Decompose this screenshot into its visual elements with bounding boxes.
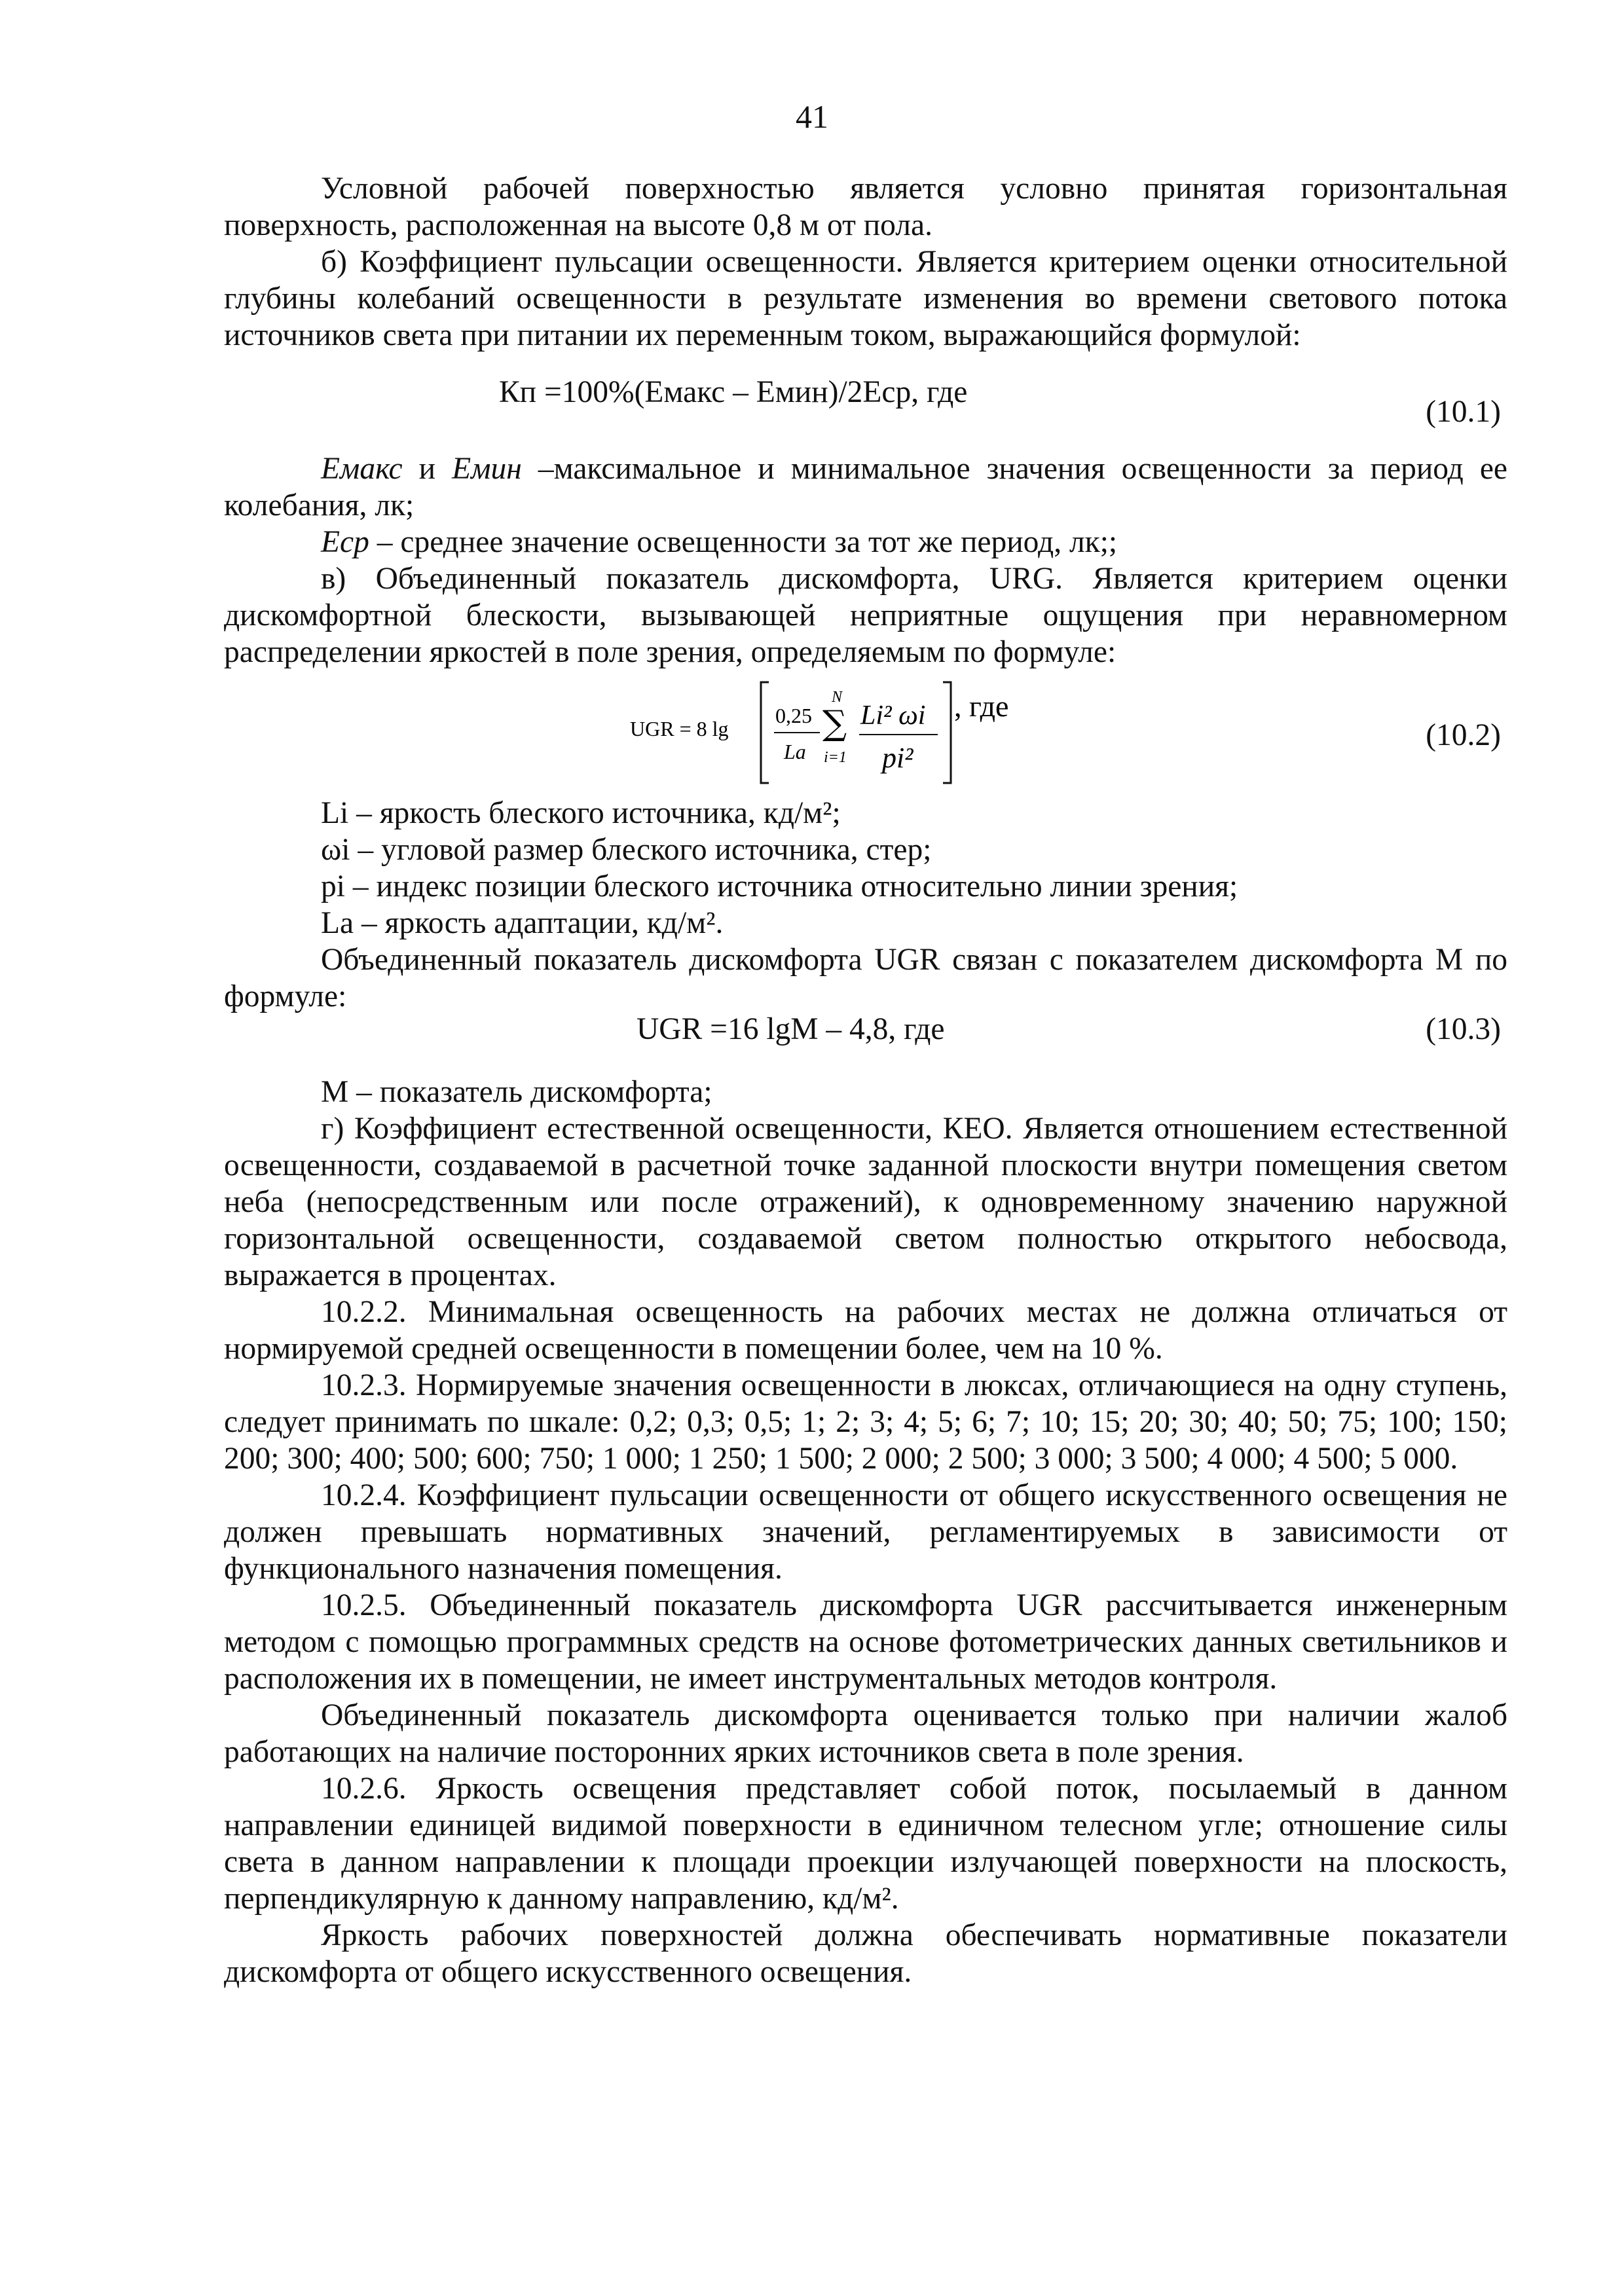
paragraph-10-2-5: 10.2.5. Объединенный показатель дискомфорта UGR рассчитывается инженерным методом с помощью программных средств на основе фотометрических данных светильников и расположения их в помещении, не имеет инструментальных методов контроля.: [224, 1588, 1507, 1696]
definition-pi: pi – индекс позиции блеского источника относительно линии зрения;: [321, 869, 1238, 903]
ugr-denom: La: [784, 740, 806, 763]
sum-sign-icon: ∑: [822, 704, 847, 743]
conj-and: и: [402, 452, 452, 486]
document-body: [224, 170, 1507, 1990]
definition-emax-emin-text: –максимальное и минимальное значения освещенности за период ее колебания, лк;: [224, 452, 1508, 522]
paragraph-working-surface: Условной рабочей поверхностью является условно принятая горизонтальная поверхность, расположенная на высоте 0,8 м от пола.: [224, 172, 1507, 242]
definition-emax-emin: [224, 450, 1507, 524]
paragraph-ugr-complaints: Объединенный показатель дискомфорта оценивается только при наличии жалоб работающих на наличие посторонних ярких источников света в поле зрения.: [224, 1698, 1507, 1769]
paragraph-ugr-index: в) Объединенный показатель дискомфорта, URG. Является критерием оценки дискомфортной блескости, вызывающей неприятные ощущения при неравномерном распределении яркостей в поле зрения, определяемым по формуле:: [224, 562, 1507, 669]
equation-10-1-number: (10.1): [1426, 395, 1501, 429]
ugr-suffix: , где: [954, 689, 1009, 723]
paragraph-keo: г) Коэффициент естественной освещенности, КЕО. Является отношением естественной освещенности, создаваемой в расчетной точке заданной плоскости внутри помещения светом неба (непосредственным или после отражений), к одновременному значению наружной горизонтальной освещенности, создаваемой светом полностью открытого небосвода, выражается в процентах.: [224, 1112, 1507, 1292]
paragraph-surface-brightness: Яркость рабочих поверхностей должна обеспечивать нормативные показатели дискомфорта от общего искусственного освещения.: [224, 1918, 1507, 1989]
definition-li: Li – яркость блеского источника, кд/м²;: [321, 796, 841, 830]
definition-ecp: [224, 524, 1507, 560]
paragraph-ugr-m-relation: Объединенный показатель дискомфорта UGR связан с показателем дискомфорта M по формуле:: [224, 943, 1507, 1013]
equation-10-3-body: UGR =16 lgM – 4,8, где: [637, 1012, 945, 1046]
left-bracket: [761, 682, 769, 783]
equation-10-3: [224, 1012, 1507, 1067]
page-number: 41: [796, 98, 828, 135]
paragraph-10-2-2: 10.2.2. Минимальная освещенность на рабочих местах не должна отличаться от нормируемой средней освещенности в помещении более, чем на 10 %.: [224, 1295, 1507, 1366]
var-emax: Eмакс: [321, 452, 403, 486]
equation-10-1-body: Кп =100%(Eмакс – Eмин)/2Eср, где: [499, 375, 968, 409]
var-emin: Eмин: [452, 452, 522, 486]
paragraph-10-2-3: 10.2.3. Нормируемые значения освещенности в люксах, отличающиеся на одну ступень, следует принимать по шкале: 0,2; 0,3; 0,5; 1; 2; 3; 4; 5; 6; 7; 10; 15; 20; 30; 40; 50; 75; 100; 150; 200; 300; 400; 500; 600; 750; 1 000; 1 250; 1 500; 2 000; 2 500; 3 000; 3 500; 4 000; 4 500; 5 000.: [224, 1368, 1507, 1476]
ugr-lhs: UGR = 8 lg: [630, 717, 729, 740]
definition-ecp-text: – среднее значение освещенности за тот же период, лк;;: [369, 525, 1118, 559]
ugr-sum-top: N: [832, 689, 843, 706]
paragraph-10-2-4: 10.2.4. Коэффициент пульсации освещенности от общего искусственного освещения не должен превышать нормативных значений, регламентируемых в зависимости от функционального назначения помещения.: [224, 1478, 1507, 1586]
ugr-sum-bottom: i=1: [824, 749, 847, 766]
ugr-formula-svg: [623, 670, 1213, 795]
ugr-formula: [623, 670, 1213, 795]
var-ecp: Eср: [321, 525, 369, 559]
right-bracket: [943, 682, 951, 783]
paragraph-10-2-6: 10.2.6. Яркость освещения представляет собой поток, посылаемый в данном направлении единицей видимой поверхности в единичном телесном угле; отношение силы света в данном направлении к площади проекции излучающей поверхности на плоскость, перпендикулярную к данному направлению, кд/м².: [224, 1772, 1507, 1916]
equation-10-1: [224, 354, 1507, 431]
definition-m: M – показатель дискомфорта;: [321, 1075, 712, 1109]
equation-10-2: [224, 670, 1507, 795]
ugr-pdenom: pi²: [882, 742, 913, 774]
ugr-coef: 0,25: [775, 704, 812, 727]
ugr-numer: Li² ωi: [860, 701, 926, 731]
paragraph-pulsation-coefficient: б) Коэффициент пульсации освещенности. Является критерием оценки относительной глубины колебаний освещенности в результате изменения во времени светового потока источников света при питании их переменным током, выражающийся формулой:: [224, 245, 1507, 352]
equation-10-2-number: (10.2): [1426, 718, 1501, 752]
definition-wi: ωi – угловой размер блеского источника, стер;: [321, 833, 932, 867]
definition-la: La – яркость адаптации, кд/м².: [321, 906, 724, 940]
equation-10-3-number: (10.3): [1426, 1012, 1501, 1046]
